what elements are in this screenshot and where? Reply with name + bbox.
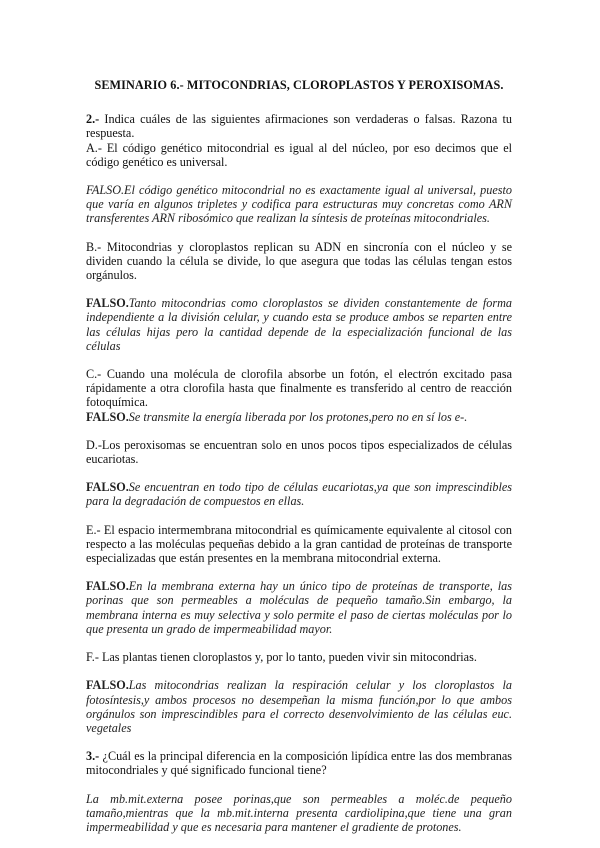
answer-d-label: FALSO.: [86, 480, 129, 495]
answer-3: La mb.mit.externa posee porinas,que son permeables a moléc.de pequeño tamaño,mientras que la mb.mit.interna presenta cardiolipina,que tiene una gran impermeabilidad y que es necesaria para mantener el gradiente de protones.: [86, 791, 512, 834]
question-2-number: 2.-: [86, 112, 100, 127]
answer-b: [86, 296, 512, 353]
question-3-number: 3.-: [86, 749, 100, 764]
page-title: SEMINARIO 6.- MITOCONDRIAS, CLOROPLASTOS Y PEROXISOMAS.: [94, 78, 504, 92]
answer-f: [86, 678, 512, 735]
statement-c: C.- Cuando una molécula de clorofila absorbe un fotón, el electrón excitado pasa rápidamente a otra clorofila hasta que finalmente es transferido al centro de reacción fotoquímica.: [86, 367, 512, 410]
answer-a-label: FALSO.: [86, 183, 125, 198]
question-2-prompt: [86, 112, 512, 140]
answer-c: [86, 410, 512, 424]
answer-e: [86, 579, 512, 636]
answer-c-text: Se transmite la energía liberada por los protones,pero no en sí los e-.: [128, 409, 468, 424]
answer-b-text: Tanto mitocondrias como cloroplastos se dividen constantemente de forma independiente a la división celular, y cuando esta se produce ambos se reparten entre las células hijas pero la cantidad depende de la especialización funcional de las células: [86, 296, 512, 353]
answer-c-label: FALSO.: [86, 409, 129, 424]
answer-d: [86, 480, 512, 508]
answer-b-label: FALSO.: [86, 296, 129, 311]
statement-b: B.- Mitocondrias y cloroplastos replican su ADN en sincronía con el núcleo y se dividen cuando la célula se divide, lo que asegura que todas las células tengan estos orgánulos.: [86, 239, 512, 283]
statement-d: D.-Los peroxisomas se encuentran solo en unos pocos tipos especializados de células eucariotas.: [86, 437, 512, 467]
answer-d-text: Se encuentran en todo tipo de células eucariotas,ya que son imprescindibles para la degradación de compuestos en ellas.: [86, 480, 512, 509]
question-3-prompt: [86, 749, 512, 777]
question-3-text: ¿Cuál es la principal diferencia en la composición lipídica entre las dos membranas mitocondriales y qué significado funcional tiene?: [86, 749, 512, 778]
question-2-text: Indica cuáles de las siguientes afirmaciones son verdaderas o falsas. Razona tu respuesta.: [86, 112, 513, 141]
answer-a: [86, 183, 512, 226]
answer-f-text: Las mitocondrias realizan la respiración celular y los cloroplastos la fotosíntesis,y ambos procesos no desempeñan la misma función,por lo que ambos orgánulos son imprescindibles para el correcto desenvolvimiento de las células euc. vegetales: [86, 678, 512, 735]
answer-e-text: En la membrana externa hay un único tipo de proteínas de transporte, las porinas que son permeables a moléculas de pequeño tamaño.Sin embargo, la membrana interna es muy selectiva y solo permite el paso de ciertas moléculas por lo que presenta un grado de impermeabilidad mayor.: [86, 579, 512, 636]
statement-f: F.- Las plantas tienen cloroplastos y, por lo tanto, pueden vivir sin mitocondrias.: [86, 650, 477, 665]
statement-a: A.- El código genético mitocondrial es igual al del núcleo, por eso decimos que el código genético es universal.: [86, 140, 512, 169]
answer-e-label: FALSO.: [86, 579, 129, 594]
statement-e: E.- El espacio intermembrana mitocondrial es químicamente equivalente al citosol con respecto a las moléculas pequeñas debido a la gran cantidad de proteínas de transporte especializadas que están presentes en la membrana mitocondrial externa.: [86, 522, 512, 566]
answer-a-text: El código genético mitocondrial no es exactamente igual al universal, puesto que varía en algunos tripletes y codifica para estructuras muy concretas como ARN transferentes ARN ribosómico que realizan la síntesis de proteínas mitocondriales.: [86, 183, 512, 226]
answer-f-label: FALSO.: [86, 678, 129, 693]
